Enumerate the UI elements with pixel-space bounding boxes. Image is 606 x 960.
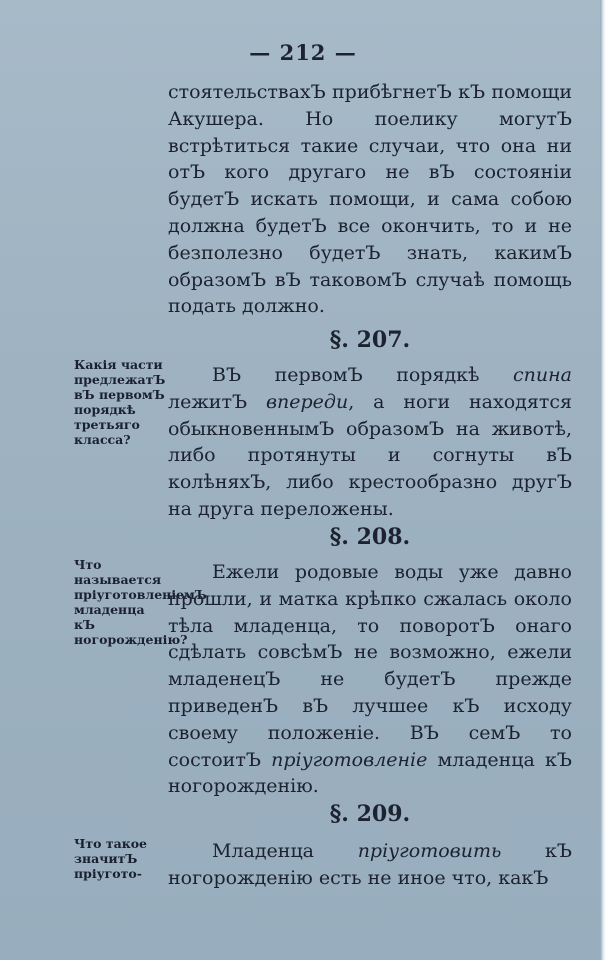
page-number: — 212 — xyxy=(249,40,357,65)
intro-paragraph xyxy=(168,79,572,320)
margin-note-209: Что такое значитЪ пріугото- xyxy=(74,836,148,881)
section-207-text-a: ВЪ первомЪ порядкѣ xyxy=(212,364,514,386)
section-208-paragraph xyxy=(168,559,572,800)
margin-note-207: Какія части предлежатЪ вЪ первомЪ порядкѣ третьяго класса? xyxy=(74,357,166,447)
section-208-text-a: Ежели родовые воды уже давно прошли, и матка крѣпко сжалась около тѣла младенца, то поворотЪ онаго сдѣлать совсѣмЪ не возможно, ежели младенецЪ не будетЪ прежде приведенЪ вЪ лучшее кЪ исходу своему положеніе. ВЪ семЪ то состоитЪ xyxy=(168,561,572,771)
section-209-paragraph xyxy=(168,838,572,892)
section-207-emphasis-vperedi: впереди xyxy=(265,390,349,413)
margin-note-208: Что называется пріуготовленіемЪ младенца кЪ ногорожденію? xyxy=(74,557,207,647)
section-207-text-b: лежитЪ xyxy=(168,390,266,413)
section-209-text-a: Младенца xyxy=(212,840,358,862)
section-208-text xyxy=(168,559,572,800)
section-207-mark: §. 207. xyxy=(329,327,411,353)
section-209-mark: §. 209. xyxy=(329,801,411,827)
section-207-paragraph xyxy=(168,362,572,523)
section-208-mark: §. 208. xyxy=(329,524,411,550)
section-209-emphasis: пріуготовить xyxy=(357,840,502,862)
section-207-text xyxy=(168,362,572,523)
section-207-emphasis-spina: спина xyxy=(513,364,572,386)
page-edge xyxy=(600,0,606,960)
section-207-text-c: , а ноги находятся обыкновеннымЪ образомЪ на животѣ, либо протянуты и согнуты вЪ колѣняхЪ, либо крестообразно другЪ на друга переложены. xyxy=(168,390,572,520)
section-208-emphasis: пріуготовленіе xyxy=(271,748,428,771)
section-209-text-b: кЪ ногорожденію есть не иное что, какЪ xyxy=(168,840,572,889)
intro-text: стоятельствахЪ прибѣгнетЪ кЪ помощи Акушера. Но поелику могутЪ встрѣтиться такие случаи, что она ни отЪ кого другаго не вЪ состояніи будетЪ искать помощи, и сама собою должна будетЪ все окончить, то и не безполезно будетЪ знать, какимЪ образомЪ вЪ таковомЪ случаѣ помощь подать должно. xyxy=(168,81,572,318)
section-208-text-b: младенца кЪ ногорожденію. xyxy=(168,748,572,798)
section-209-text xyxy=(168,838,572,892)
